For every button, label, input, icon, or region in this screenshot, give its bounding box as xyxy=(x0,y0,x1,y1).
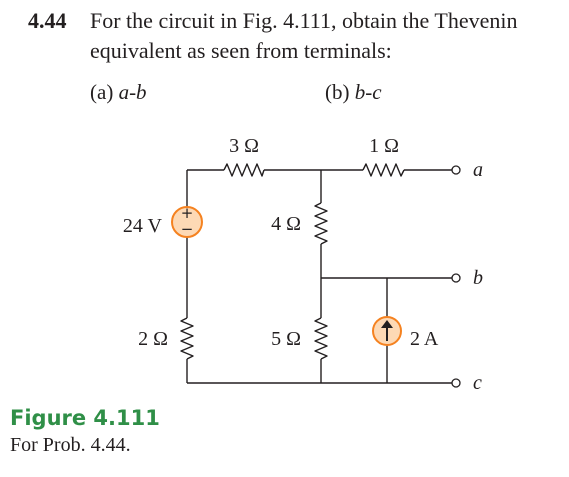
part-a-terminals: a-b xyxy=(118,80,147,104)
resistor-5-ohm xyxy=(315,318,327,359)
terminal-c-label: c xyxy=(473,372,482,394)
label-24v: 24 V xyxy=(122,215,162,237)
part-b-terminals: b-c xyxy=(354,80,382,104)
label-4-ohm: 4 Ω xyxy=(271,213,301,235)
terminal-a-label: a xyxy=(473,159,483,181)
label-2-ohm: 2 Ω xyxy=(138,328,168,350)
resistor-3-ohm xyxy=(224,164,264,176)
terminal-a-circle xyxy=(452,166,460,174)
part-b-label: (b) xyxy=(325,80,350,104)
figure-title: Figure 4.111 xyxy=(10,406,160,430)
voltage-source-plus: + xyxy=(180,204,194,222)
terminal-c-circle xyxy=(452,379,460,387)
resistor-1-ohm xyxy=(363,164,404,176)
label-2a: 2 A xyxy=(410,328,439,350)
terminal-b-circle xyxy=(452,274,460,282)
part-a-label: (a) xyxy=(90,80,114,104)
voltage-source-minus: − xyxy=(180,220,194,238)
resistor-4-ohm xyxy=(315,203,327,244)
problem-text-line-1: For the circuit in Fig. 4.111, obtain the Thevenin xyxy=(90,8,518,33)
terminal-b-label: b xyxy=(473,267,483,289)
figure-caption: For Prob. 4.44. xyxy=(10,434,131,456)
label-5-ohm: 5 Ω xyxy=(271,328,301,350)
resistor-2-ohm xyxy=(181,318,193,359)
problem-text-line-2: equivalent as seen from terminals: xyxy=(90,38,392,63)
label-1-ohm: 1 Ω xyxy=(369,135,399,157)
label-3-ohm: 3 Ω xyxy=(229,135,259,157)
problem-number: 4.44 xyxy=(28,8,67,33)
